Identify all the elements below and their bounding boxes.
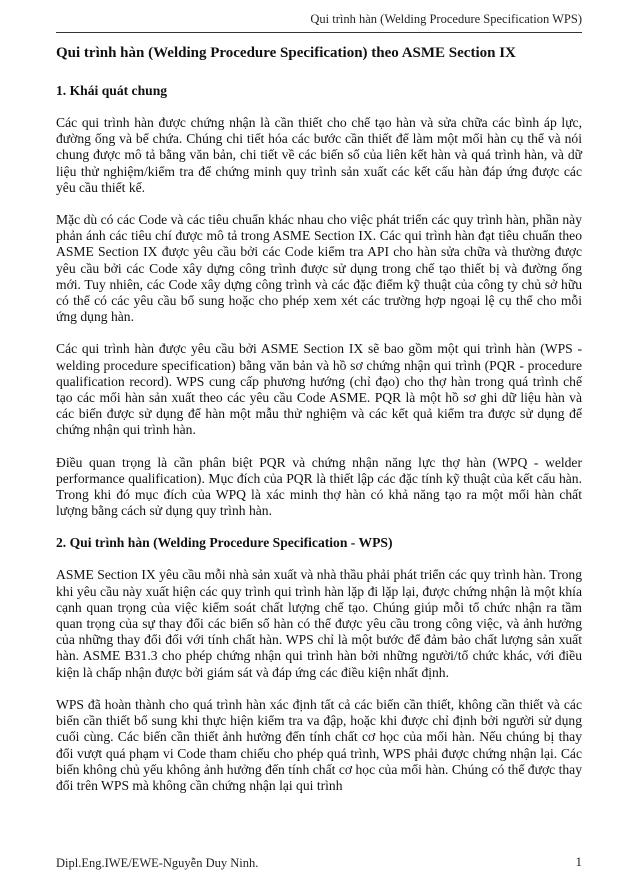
section-heading: 1. Khái quát chung	[56, 83, 168, 98]
paragraph: Các qui trình hàn được chứng nhận là cần thiết cho chế tạo hàn và sửa chữa các bình áp lực, đường ống và bể chứa. Chúng chi tiết hóa các bước cần thiết để làm một mối hàn cụ thể và nói chung được mô tả bằng văn bản, chi tiết về các biến số của liên kết hàn và quá trình hàn, và dữ liệu thử nghiệm/kiểm tra để chứng minh quy trình sản xuất các kết cấu hàn đáp ứng được các yêu cầu thiết kế.	[56, 115, 582, 195]
paragraph: ASME Section IX yêu cầu mỗi nhà sản xuất và nhà thầu phải phát triển các quy trình hàn. Trong khi yêu cầu này xuất hiện các quy trình qui trình hàn lặp đi lặp lại, được chứng nhận là một khía cạnh quan trọng của việc kiểm soát chất lượng chế tạo. Chúng giúp mỗi tổ chức nhận ra tầm quan trọng của sự thay đổi các biến số hàn có thể được yêu cầu trong công việc, và ảnh hưởng của những thay đổi đối với tính chất hàn. WPS chỉ là một bước để đảm bảo chất lượng sản xuất hàn. ASME B31.3 cho phép chứng nhận qui trình hàn bởi những người/tổ chức khác, với điều kiện là chấp nhận được bởi giám sát và đáp ứng các điều kiện nhất định.	[56, 567, 582, 680]
section-heading: 2. Qui trình hàn (Welding Procedure Specification - WPS)	[56, 535, 393, 551]
header-divider	[56, 32, 582, 33]
page-content	[56, 44, 582, 810]
paragraph: Mặc dù có các Code và các tiêu chuẩn khác nhau cho việc phát triển các quy trình hàn, phần này phản ánh các tiêu chí được mô tả trong ASME Section IX. Các qui trình hàn đạt tiêu chuẩn theo ASME Section IX được yêu cầu bởi các Code kiểm tra API cho hàn sửa chữa và thường được yêu cầu bởi các Code xây dựng công trình được sử dụng trong chế tạo thiết bị và đường ống mới. Tuy nhiên, các Code xây dựng công trình và các đặc điểm kỹ thuật của công ty chủ sở hữu có thể có các yêu cầu bổ sung hoặc cho phép xem xét các trường hợp ngoại lệ cụ thể cho mỗi ứng dụng hàn.	[56, 212, 582, 325]
document-title: Qui trình hàn (Welding Procedure Specification) theo ASME Section IX	[56, 45, 516, 61]
footer-author: Dipl.Eng.IWE/EWE-Nguyễn Duy Ninh.	[56, 856, 259, 870]
page-number: 1	[575, 854, 582, 869]
paragraph: Các qui trình hàn được yêu cầu bởi ASME Section IX sẽ bao gồm một qui trình hàn (WPS - welding procedure specification) bằng văn bản và hồ sơ chứng nhận qui trình (PQR - procedure qualification record). WPS cung cấp phương hướng (chỉ đạo) cho thợ hàn trong quá trình chế tạo các mối hàn sản xuất theo các yêu cầu Code ASME. PQR là một hồ sơ ghi dữ liệu hàn và các biến được sử dụng để hàn một mẫu thử nghiệm và các kết quả kiểm tra được sử dụng để chứng nhận qui trình hàn.	[56, 341, 582, 438]
paragraph: Điều quan trọng là cần phân biệt PQR và chứng nhận năng lực thợ hàn (WPQ - welder performance qualification). Mục đích của PQR là thiết lập các đặc tính kỹ thuật của kết cấu hàn. Trong khi đó mục đích của WPQ là xác minh thợ hàn có khả năng tạo ra một mối hàn chất lượng bằng cách sử dụng quy trình hàn.	[56, 454, 582, 519]
paragraph: WPS đã hoàn thành cho quá trình hàn xác định tất cả các biến cần thiết, không cần thiết và các biến cần thiết bổ sung khi thực hiện kiểm tra va đập, hoặc khi được chỉ định bởi người sử dụng cuối cùng. Các biến cần thiết ảnh hưởng đến tính chất cơ học của mối hàn. Nếu chúng bị thay đổi vượt quá phạm vi Code tham chiếu cho phép quá trình, WPS phải được chứng nhận lại. Các biến không chủ yếu không ảnh hưởng đến tính chất cơ học của mối hàn. Chúng có thể được thay đổi trên WPS mà không cần chứng nhận lại qui trình	[56, 696, 582, 793]
running-header: Qui trình hàn (Welding Procedure Specification WPS)	[310, 12, 582, 26]
